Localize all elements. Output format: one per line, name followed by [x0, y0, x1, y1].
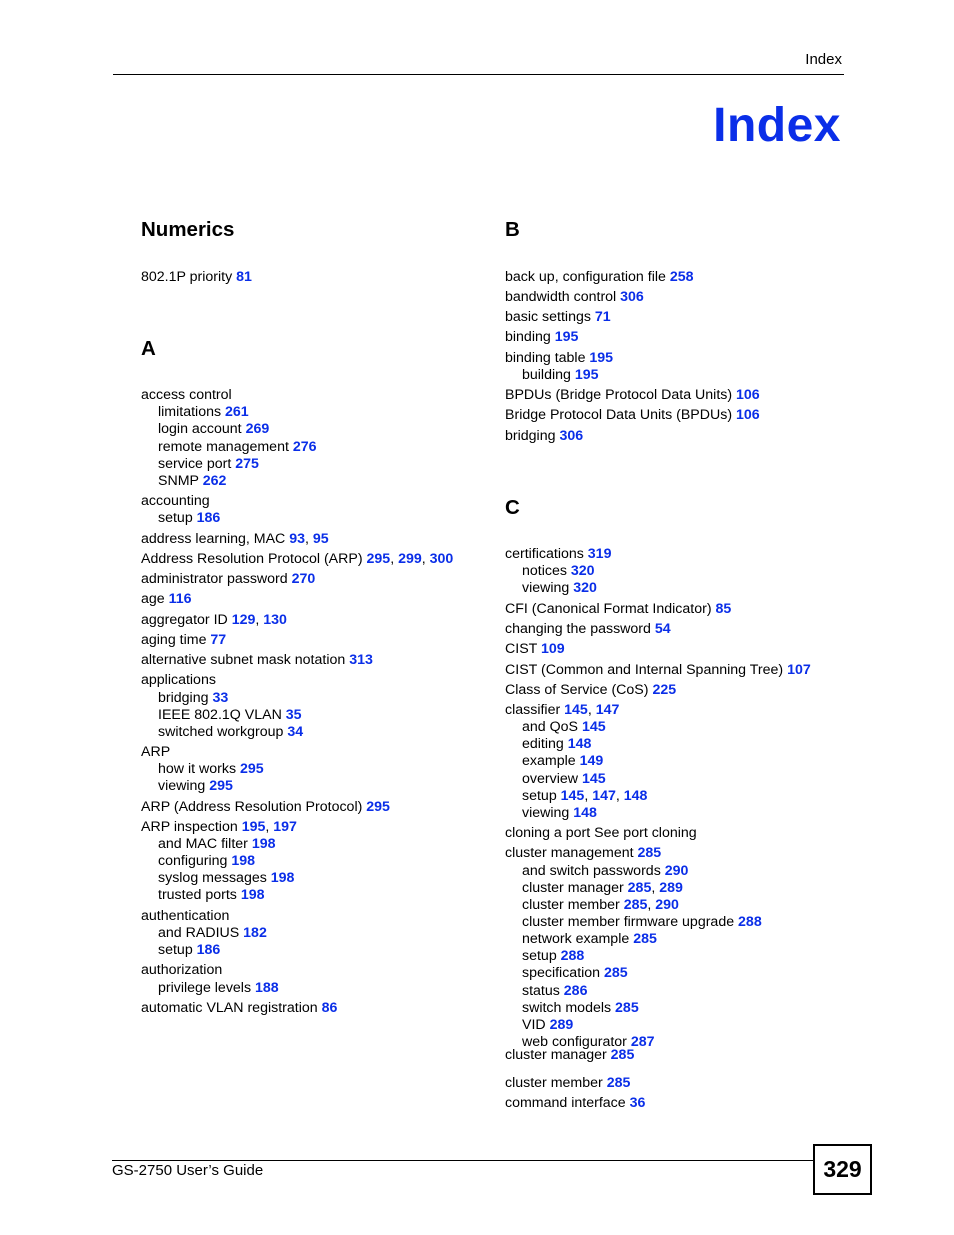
page-link[interactable]: 107: [787, 662, 811, 678]
page-link[interactable]: 106: [736, 387, 760, 403]
index-subentry: [522, 719, 606, 736]
index-entry: [505, 621, 671, 638]
index-subentry: [522, 771, 606, 788]
section-heading-b: B: [505, 218, 520, 241]
page-link[interactable]: 145: [581, 771, 606, 787]
index-term: VID: [522, 1017, 550, 1033]
index-entry: [141, 387, 232, 404]
index-term: viewing: [522, 805, 574, 821]
index-term: cluster member: [522, 897, 624, 913]
index-term: limitations: [158, 404, 226, 420]
page-link[interactable]: 258: [669, 269, 694, 285]
index-entry: [141, 799, 390, 816]
index-subentry: [522, 1000, 639, 1017]
index-term: privilege levels: [158, 980, 255, 996]
index-entry: [505, 825, 697, 842]
page-link[interactable]: 109: [541, 641, 565, 657]
index-term: aggregator ID: [141, 612, 232, 628]
page-link[interactable]: 320: [570, 563, 595, 579]
index-entry: [505, 269, 694, 286]
index-subentry: [522, 863, 688, 880]
page-link[interactable]: 319: [587, 546, 612, 562]
index-term: configuring: [158, 853, 232, 869]
header-section-label: Index: [805, 51, 842, 68]
index-term: building: [522, 367, 575, 383]
index-term: trusted ports: [158, 887, 241, 903]
index-term: back up, configuration file: [505, 269, 670, 285]
index-term: syslog messages: [158, 870, 271, 886]
index-subentry: [522, 965, 628, 982]
page-link[interactable]: 276: [292, 439, 317, 455]
page-number: 329: [823, 1156, 862, 1182]
page-link[interactable]: 285: [633, 931, 657, 947]
index-entry: [505, 641, 565, 658]
index-subentry: [522, 805, 597, 822]
index-entry: [505, 387, 760, 404]
index-term: switch models: [522, 1000, 616, 1016]
page-link[interactable]: 86: [321, 1000, 338, 1016]
page-link[interactable]: 289: [659, 880, 683, 896]
index-entry: [505, 662, 811, 679]
page-link[interactable]: 145: [581, 719, 606, 735]
page-link[interactable]: 320: [573, 580, 597, 596]
index-term: age: [141, 591, 169, 607]
index-entry: [141, 591, 192, 608]
index-entry: [141, 962, 222, 979]
index-term: login account: [158, 421, 246, 437]
page-link[interactable]: 95: [312, 531, 329, 547]
index-subentry: [522, 897, 679, 914]
index-subentry: [158, 510, 220, 527]
index-term: cluster member firmware upgrade: [522, 914, 739, 930]
index-entry: [141, 672, 216, 689]
index-term: alternative subnet mask notation: [141, 652, 350, 668]
index-term: bridging: [158, 690, 213, 706]
index-subentry: [158, 707, 302, 724]
page-link[interactable]: 35: [285, 707, 302, 723]
page-link[interactable]: 300: [429, 551, 454, 567]
index-entry: [505, 329, 578, 346]
page-link[interactable]: 275: [235, 456, 259, 472]
index-subentry: [158, 404, 249, 421]
page-link[interactable]: 198: [251, 836, 276, 852]
index-subentry: [158, 761, 264, 778]
index-entry: [141, 1000, 337, 1017]
index-entry: [505, 1047, 634, 1064]
index-entry: [505, 428, 583, 445]
page-link[interactable]: 285: [606, 1075, 631, 1091]
index-entry: [141, 269, 252, 286]
index-term: certifications: [505, 546, 588, 562]
index-term: SNMP: [158, 473, 203, 489]
page-link[interactable]: 148: [623, 788, 648, 804]
index-term: authorization: [141, 962, 223, 978]
index-term: setup: [158, 942, 197, 958]
index-term: and QoS: [522, 719, 582, 735]
index-term: status: [522, 983, 564, 999]
page-separator: ,: [421, 551, 430, 567]
page-link[interactable]: 295: [209, 778, 233, 794]
index-subentry: [158, 870, 294, 887]
index-subentry: [522, 788, 647, 805]
page-separator: ,: [651, 880, 660, 896]
page-link[interactable]: 261: [225, 404, 249, 420]
index-term: administrator password: [141, 571, 292, 587]
index-subentry: [158, 439, 317, 456]
index-term: setup: [522, 788, 561, 804]
index-term: setup: [522, 948, 561, 964]
index-term: ARP inspection: [141, 819, 242, 835]
page-link[interactable]: 182: [243, 925, 267, 941]
index-subentry: [522, 914, 762, 931]
page-link[interactable]: 299: [398, 551, 422, 567]
index-subentry: [522, 1017, 573, 1034]
index-term: classifier: [505, 702, 565, 718]
index-term: basic settings: [505, 309, 595, 325]
page-link[interactable]: 286: [563, 983, 588, 999]
index-term: Address Resolution Protocol (ARP): [141, 551, 367, 567]
page-separator: ,: [584, 788, 593, 804]
index-term: example: [522, 753, 580, 769]
index-term: BPDUs (Bridge Protocol Data Units): [505, 387, 737, 403]
index-entry: [141, 612, 287, 629]
page-link[interactable]: 195: [589, 350, 614, 366]
index-entry: [505, 309, 611, 326]
index-term: 802.1P priority: [141, 269, 237, 285]
index-term: and MAC filter: [158, 836, 252, 852]
index-entry: [505, 407, 760, 424]
index-term: CFI (Canonical Format Indicator): [505, 601, 716, 617]
page-title: Index: [713, 99, 841, 152]
index-subentry: [522, 948, 584, 965]
index-entry: [505, 601, 731, 618]
index-term: binding table: [505, 350, 590, 366]
page-link[interactable]: 148: [567, 736, 592, 752]
page-link[interactable]: 198: [231, 853, 256, 869]
index-entry: [141, 571, 315, 588]
index-term: ARP: [141, 744, 171, 760]
index-term: command interface: [505, 1095, 630, 1111]
page-link[interactable]: 195: [241, 819, 266, 835]
page-link[interactable]: 295: [366, 799, 390, 815]
index-entry: [141, 908, 229, 925]
index-subentry: [158, 724, 303, 741]
index-term: cloning a port See port cloning: [505, 825, 697, 841]
page-link[interactable]: 287: [630, 1034, 655, 1050]
index-subentry: [158, 778, 233, 795]
index-term: and RADIUS: [158, 925, 244, 941]
index-term: Bridge Protocol Data Units (BPDUs): [505, 407, 737, 423]
index-subentry: [158, 887, 264, 904]
index-entry: [505, 350, 613, 367]
page-link[interactable]: 81: [236, 269, 252, 285]
page-link[interactable]: 85: [715, 601, 732, 617]
index-entry: [141, 551, 453, 568]
page-link[interactable]: 306: [620, 289, 644, 305]
index-term: CIST: [505, 641, 542, 657]
page-link[interactable]: 198: [270, 870, 295, 886]
page-link[interactable]: 290: [655, 897, 679, 913]
index-term: cluster management: [505, 845, 638, 861]
index-entry: [505, 682, 676, 699]
index-entry: [505, 289, 644, 306]
index-term: viewing: [522, 580, 574, 596]
index-term: cluster member: [505, 1075, 607, 1091]
index-entry: [505, 1095, 645, 1112]
page-link[interactable]: 147: [592, 788, 616, 804]
index-subentry: [158, 690, 228, 707]
page-link[interactable]: 77: [210, 632, 227, 648]
index-subentry: [158, 836, 276, 853]
index-term: web configurator: [522, 1034, 631, 1050]
index-entry: [141, 744, 170, 761]
page-link[interactable]: 289: [549, 1017, 574, 1033]
index-term: viewing: [158, 778, 210, 794]
index-term: CIST (Common and Internal Spanning Tree): [505, 662, 788, 678]
page-separator: ,: [615, 788, 624, 804]
page-link[interactable]: 149: [579, 753, 604, 769]
index-subentry: [522, 983, 587, 1000]
page-separator: ,: [587, 702, 596, 718]
index-term: cluster manager: [505, 1047, 611, 1063]
index-term: ARP (Address Resolution Protocol): [141, 799, 367, 815]
page-link[interactable]: 116: [168, 591, 192, 607]
index-term: overview: [522, 771, 582, 787]
page-link[interactable]: 313: [349, 652, 373, 668]
page-link[interactable]: 147: [595, 702, 620, 718]
page-number-box: [813, 1144, 872, 1195]
index-entry: [505, 546, 611, 563]
index-term: setup: [158, 510, 197, 526]
index-subentry: [158, 942, 220, 959]
page-link[interactable]: 290: [664, 863, 689, 879]
index-subentry: [522, 880, 683, 897]
index-entry: [141, 493, 210, 510]
index-entry: [505, 845, 661, 862]
page-link[interactable]: 129: [231, 612, 256, 628]
index-entry: [141, 819, 297, 836]
index-subentry: [522, 753, 603, 770]
page-link[interactable]: 288: [738, 914, 762, 930]
index-term: address learning, MAC: [141, 531, 290, 547]
index-subentry: [158, 456, 259, 473]
footer-rule: [112, 1160, 814, 1161]
page-link[interactable]: 270: [291, 571, 316, 587]
index-term: bridging: [505, 428, 560, 444]
page-link[interactable]: 288: [560, 948, 585, 964]
page-link[interactable]: 188: [255, 980, 279, 996]
index-term: cluster manager: [522, 880, 628, 896]
index-term: access control: [141, 387, 232, 403]
footer-guide-title: GS-2750 User’s Guide: [112, 1162, 264, 1179]
index-term: service port: [158, 456, 236, 472]
index-term: IEEE 802.1Q VLAN: [158, 707, 286, 723]
index-subentry: [158, 421, 269, 438]
page-link[interactable]: 54: [654, 621, 671, 637]
index-term: binding: [505, 329, 555, 345]
index-term: how it works: [158, 761, 240, 777]
index-subentry: [522, 580, 597, 597]
page-link[interactable]: 285: [623, 897, 648, 913]
page-link[interactable]: 198: [240, 887, 265, 903]
index-term: switched workgroup: [158, 724, 288, 740]
page-link[interactable]: 145: [560, 788, 585, 804]
page-separator: ,: [305, 531, 313, 547]
index-subentry: [158, 473, 226, 490]
index-subentry: [522, 563, 595, 580]
page-link[interactable]: 195: [554, 329, 579, 345]
page-link[interactable]: 186: [196, 942, 221, 958]
page-separator: ,: [647, 897, 656, 913]
index-term: automatic VLAN registration: [141, 1000, 322, 1016]
index-term: remote management: [158, 439, 293, 455]
index-term: aging time: [141, 632, 211, 648]
page-link[interactable]: 225: [652, 682, 677, 698]
index-subentry: [158, 925, 267, 942]
index-term: and switch passwords: [522, 863, 665, 879]
page-link[interactable]: 195: [574, 367, 599, 383]
page-link[interactable]: 36: [629, 1095, 646, 1111]
index-subentry: [522, 736, 591, 753]
index-entry: [141, 632, 226, 649]
index-term: specification: [522, 965, 605, 981]
page-link[interactable]: 33: [212, 690, 229, 706]
index-term: accounting: [141, 493, 210, 509]
section-heading-c: C: [505, 496, 520, 519]
page-link[interactable]: 285: [637, 845, 662, 861]
index-subentry: [522, 367, 599, 384]
index-term: network example: [522, 931, 634, 947]
index-subentry: [522, 931, 657, 948]
index-term: bandwidth control: [505, 289, 621, 305]
page-link[interactable]: 295: [366, 551, 391, 567]
index-entry: [505, 1075, 630, 1092]
page-link[interactable]: 148: [573, 805, 597, 821]
index-entry: [141, 531, 329, 548]
index-term: editing: [522, 736, 568, 752]
page-separator: ,: [255, 612, 264, 628]
index-entry: [141, 652, 373, 669]
page-link[interactable]: 186: [196, 510, 221, 526]
index-term: notices: [522, 563, 571, 579]
index-subentry: [158, 980, 279, 997]
page-separator: ,: [390, 551, 399, 567]
index-term: applications: [141, 672, 216, 688]
page-link[interactable]: 93: [289, 531, 306, 547]
page-link[interactable]: 269: [245, 421, 270, 437]
section-heading-a: A: [141, 337, 156, 360]
page-link[interactable]: 145: [564, 702, 588, 718]
page-link[interactable]: 262: [202, 473, 227, 489]
index-entry: [505, 702, 619, 719]
page-link[interactable]: 295: [240, 761, 264, 777]
page-link[interactable]: 34: [287, 724, 304, 740]
page-link[interactable]: 106: [736, 407, 760, 423]
page-link[interactable]: 197: [273, 819, 297, 835]
page-link[interactable]: 285: [615, 1000, 639, 1016]
page-link[interactable]: 285: [627, 880, 652, 896]
index-term: Class of Service (CoS): [505, 682, 653, 698]
page-link[interactable]: 130: [263, 612, 287, 628]
page-separator: ,: [265, 819, 274, 835]
index-subentry: [158, 853, 255, 870]
index-term: changing the password: [505, 621, 655, 637]
section-heading-numerics: Numerics: [141, 218, 235, 241]
page-link[interactable]: 306: [559, 428, 584, 444]
index-term: authentication: [141, 908, 230, 924]
page-link[interactable]: 285: [610, 1047, 635, 1063]
page-link[interactable]: 285: [604, 965, 628, 981]
header-rule: [113, 74, 844, 75]
page-link[interactable]: 71: [594, 309, 611, 325]
